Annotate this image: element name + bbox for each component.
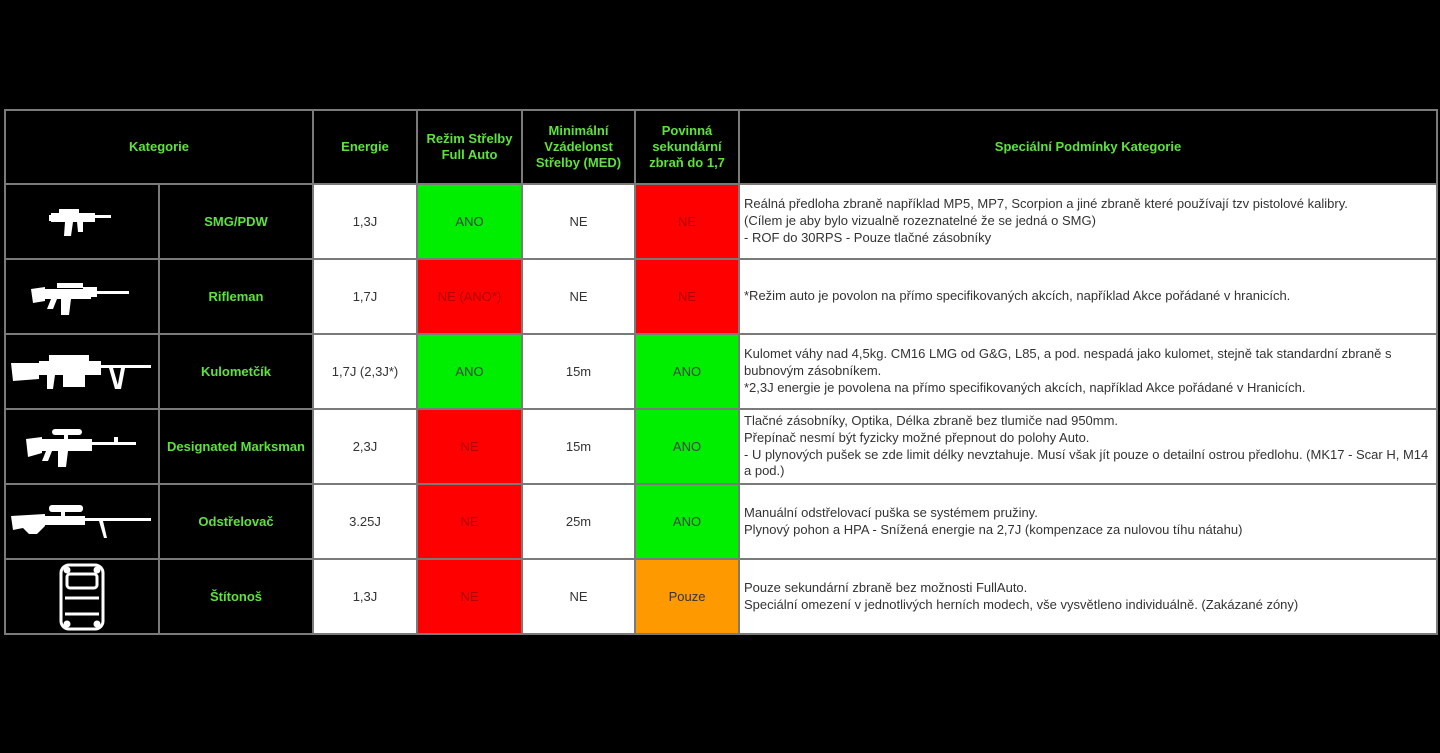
energie-cell: 1,7J: [313, 259, 417, 334]
sniper-rifle-icon: [5, 484, 159, 559]
podminky-line: - U plynových pušek se zde limit délky nevztahuje. Musí však jít pouze o detailní ostrou předlohu. (MK17 - Scar H, M14 a pod.): [744, 446, 1429, 479]
vzdalenost-cell: NE: [522, 259, 635, 334]
podminky-line: - ROF do 30RPS - Pouze tlačné zásobníky: [744, 229, 992, 245]
rifle-icon: [5, 259, 159, 334]
podminky-line: Speciální omezení v jednotlivých herních modech, vše vysvětleno individuálně. (Zakázané zóny): [744, 596, 1299, 612]
sekundarni-cell: ANO: [635, 334, 739, 409]
vzdalenost-cell: NE: [522, 184, 635, 259]
rezim-cell: NE (ANO*): [417, 259, 522, 334]
rezim-cell: NE: [417, 484, 522, 559]
header-kategorie: Kategorie: [5, 110, 313, 184]
podminky-line: Manuální odstřelovací puška se systémem pružiny.: [744, 504, 1038, 520]
podminky-cell: [739, 334, 1437, 409]
podminky-line: *Režim auto je povolon na přímo specifikovaných akcích, například Akce pořádané v hranicích.: [744, 288, 1291, 304]
category-name: Kulometčík: [159, 334, 313, 409]
podminky-line: Tlačné zásobníky, Optika, Délka zbraně bez tlumiče nad 950mm.: [744, 412, 1119, 428]
category-name: Štítonoš: [159, 559, 313, 634]
podminky-line: *2,3J energie je povolena na přímo specifikovaných akcích, například Akce pořádané v Hranicích.: [744, 379, 1306, 395]
podminky-line: (Cílem je aby bylo vizualně rozeznatelné že se jedná o SMG): [744, 213, 1096, 229]
energie-cell: 1,3J: [313, 559, 417, 634]
podminky-cell: [739, 559, 1437, 634]
sekundarni-cell: NE: [635, 184, 739, 259]
header-row: [5, 110, 1437, 184]
header-sekundarni: Povinná sekundární zbraň do 1,7: [635, 110, 739, 184]
category-name: Odstřelovač: [159, 484, 313, 559]
table-row: [5, 559, 1437, 634]
rezim-cell: ANO: [417, 184, 522, 259]
sekundarni-cell: Pouze: [635, 559, 739, 634]
machine-gun-icon: [5, 334, 159, 409]
marksman-rifle-icon: [5, 409, 159, 484]
podminky-line: Reálná předloha zbraně například MP5, MP7, Scorpion a jiné zbraně které používají tzv pistolové kalibry.: [744, 196, 1348, 212]
vzdalenost-cell: NE: [522, 559, 635, 634]
category-table: [4, 109, 1438, 635]
category-name: Designated Marksman: [159, 409, 313, 484]
podminky-cell: [739, 484, 1437, 559]
header-podminky: Speciální Podmínky Kategorie: [739, 110, 1437, 184]
table-row: [5, 409, 1437, 484]
sekundarni-cell: ANO: [635, 484, 739, 559]
category-name: Rifleman: [159, 259, 313, 334]
podminky-line: Plynový pohon a HPA - Snížená energie na 2,7J (kompenzace za nulovou tíhu nátahu): [744, 521, 1243, 537]
shield-icon: [5, 559, 159, 634]
energie-cell: 1,7J (2,3J*): [313, 334, 417, 409]
table-row: [5, 334, 1437, 409]
category-name: SMG/PDW: [159, 184, 313, 259]
table-row: [5, 184, 1437, 259]
podminky-line: Pouze sekundární zbraně bez možnosti FullAuto.: [744, 579, 1028, 595]
energie-cell: 1,3J: [313, 184, 417, 259]
sekundarni-cell: NE: [635, 259, 739, 334]
header-rezim: Režim Střelby Full Auto: [417, 110, 522, 184]
rezim-cell: NE: [417, 559, 522, 634]
smg-icon: [5, 184, 159, 259]
podminky-cell: [739, 409, 1437, 484]
podminky-line: Přepínač nesmí být fyzicky možné přepnout do polohy Auto.: [744, 429, 1090, 445]
header-energie: Energie: [313, 110, 417, 184]
table-row: [5, 484, 1437, 559]
podminky-line: Kulomet váhy nad 4,5kg. CM16 LMG od G&G, L85, a pod. nespadá jako kulomet, stejně tak standardní zbraně s bubnovým zásobníkem.: [744, 346, 1392, 379]
energie-cell: 3.25J: [313, 484, 417, 559]
vzdalenost-cell: 25m: [522, 484, 635, 559]
rezim-cell: ANO: [417, 334, 522, 409]
vzdalenost-cell: 15m: [522, 409, 635, 484]
podminky-cell: [739, 184, 1437, 259]
energie-cell: 2,3J: [313, 409, 417, 484]
sekundarni-cell: ANO: [635, 409, 739, 484]
podminky-cell: [739, 259, 1437, 334]
table-row: [5, 259, 1437, 334]
vzdalenost-cell: 15m: [522, 334, 635, 409]
rezim-cell: NE: [417, 409, 522, 484]
header-vzdalenost: Minimální Vzádelonst Střelby (MED): [522, 110, 635, 184]
